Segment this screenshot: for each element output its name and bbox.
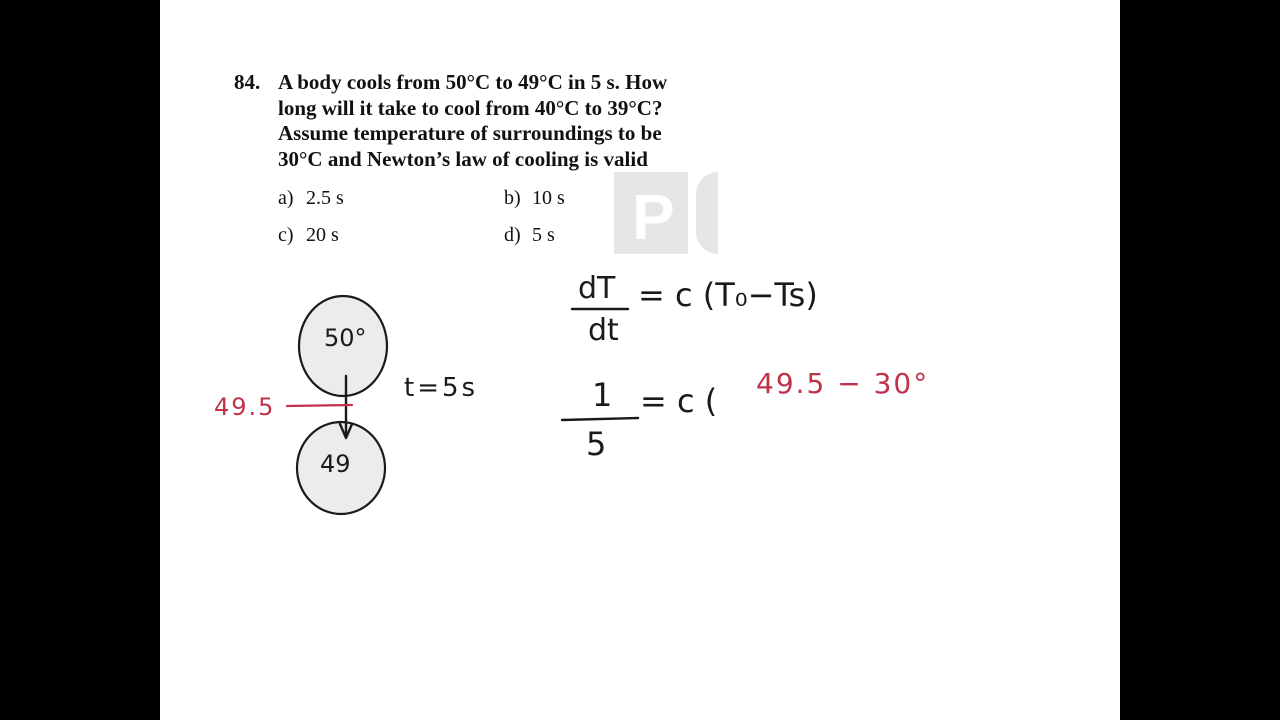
eq2-numerator: 1 <box>592 376 613 414</box>
midpoint-line <box>287 405 352 406</box>
eq2-rhs: = c ( <box>640 382 718 420</box>
eq1-numerator: dT <box>578 271 616 306</box>
option-letter: b) <box>504 187 521 209</box>
eq2-red-terms: 49.5 − 30° <box>756 367 930 400</box>
option-text: 5 s <box>532 224 555 246</box>
question-number: 84. <box>234 70 261 94</box>
option-letter: c) <box>278 224 294 246</box>
circle-top-label: 50° <box>324 324 367 352</box>
question-line: Assume temperature of surroundings to be <box>278 121 662 145</box>
question-line: long will it take to cool from 40°C to 39°C? <box>278 95 663 120</box>
option-text: 20 s <box>306 224 339 246</box>
handwritten-solution <box>160 0 1120 720</box>
option-text: 2.5 s <box>306 187 344 209</box>
eq1-denominator: dt <box>588 313 619 348</box>
midpoint-temperature: 49.5 <box>214 393 276 421</box>
circle-bottom-label: 49 <box>320 450 351 478</box>
eq1-rhs: = c (T₀−Ts) <box>638 276 818 314</box>
question-line: A body cools from 50°C to 49°C in 5 s. How <box>278 70 668 94</box>
option-text: 10 s <box>532 187 565 209</box>
eq2-fraction-bar <box>562 418 638 420</box>
whiteboard-page <box>160 0 1120 720</box>
watermark-letter: P <box>632 181 675 253</box>
option-letter: d) <box>504 224 521 246</box>
time-label: t=5s <box>404 373 479 403</box>
option-letter: a) <box>278 187 294 209</box>
question-line: 30°C and Newton’s law of cooling is valid <box>278 146 648 171</box>
eq2-denominator: 5 <box>586 425 607 463</box>
